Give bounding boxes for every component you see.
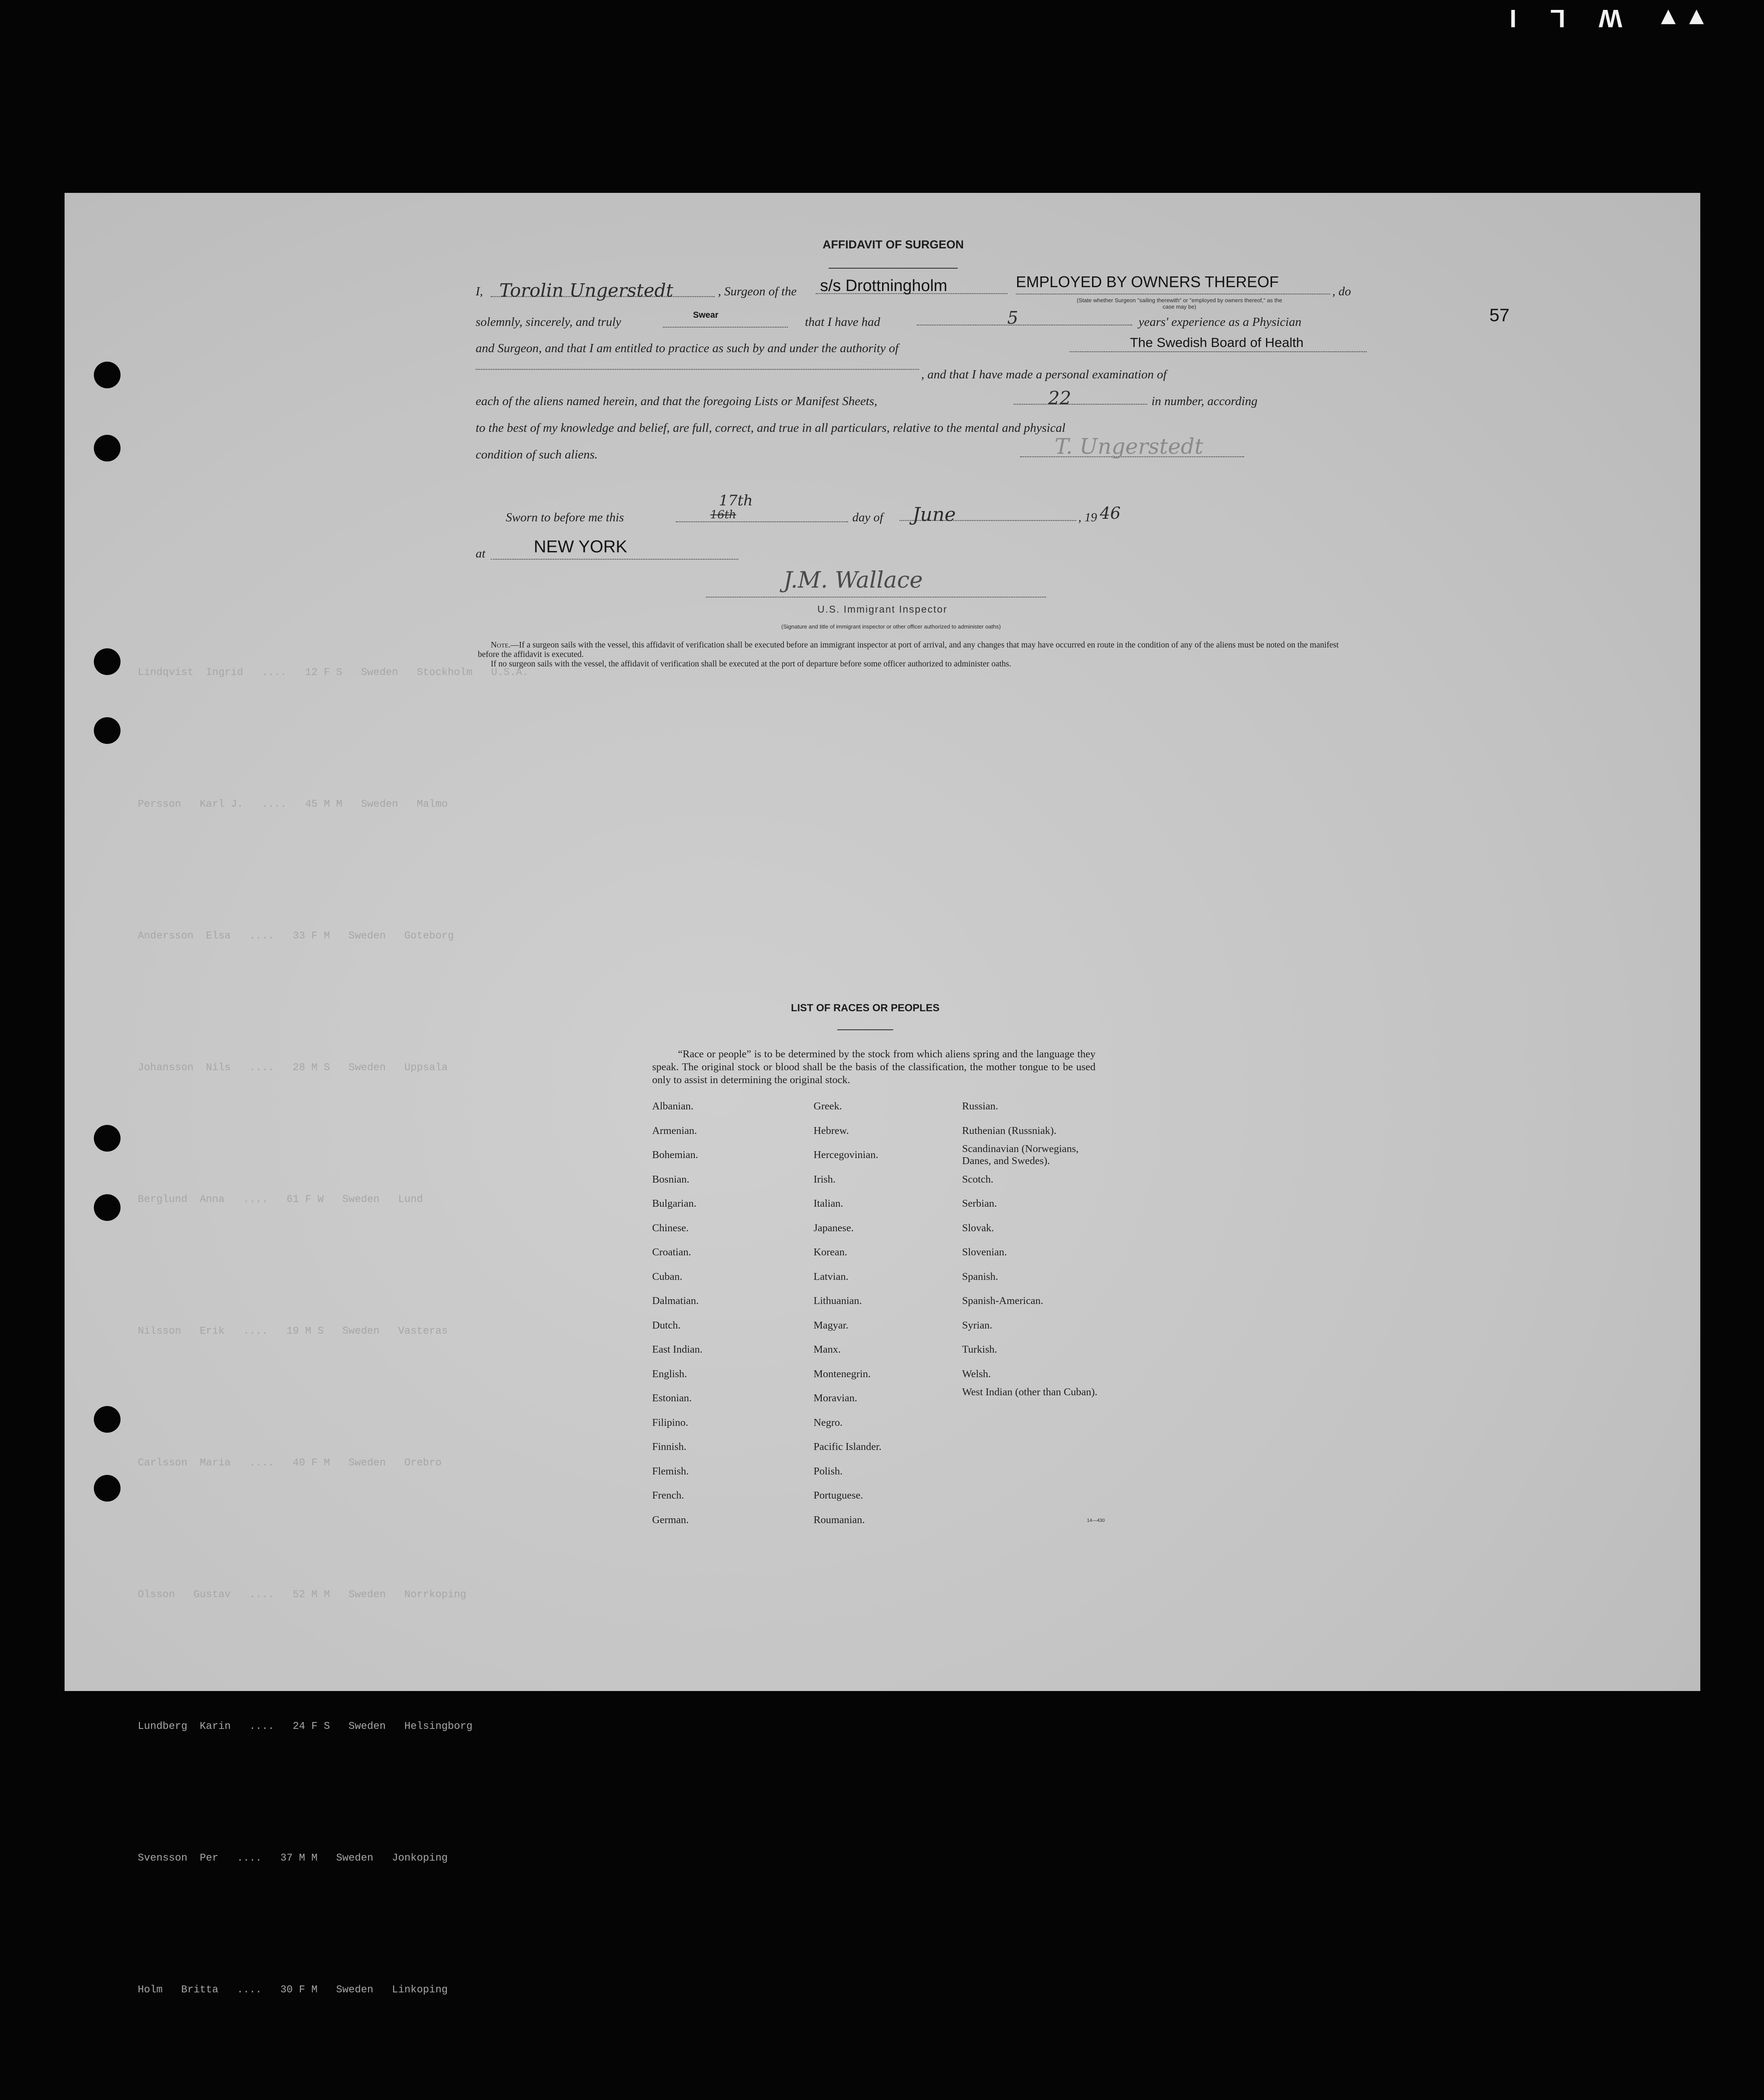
race-item: French. [652,1490,684,1501]
race-item: Bohemian. [652,1149,698,1161]
race-item: Filipino. [652,1416,688,1428]
bleed-row: Carlsson Maria .... 40 F M Sweden Orebro [138,1457,442,1469]
line1-suffix: , do [1332,285,1351,298]
signature-note: (Signature and title of immigrant inspector or other officer authorized to administer oaths) [781,623,1001,630]
punch-hole [94,717,121,744]
races-column-1 [652,1094,794,1532]
races-intro: “Race or people” is to be determined by the stock from which aliens spring and the language they speak. The original stock or blood shall be the basis of the classification, the mother tongue to be used only to assist in determining the original stock. [652,1048,1096,1086]
line2-prefix: solemnly, sincerely, and truly [476,315,622,329]
race-item: Syrian. [962,1319,993,1331]
punch-hole [94,1125,121,1152]
at-label: at [476,547,486,561]
race-item: Italian. [814,1198,843,1209]
sworn-day-field [676,492,848,522]
race-item: Spanish. [962,1270,998,1282]
note-text-1: —If a surgeon sails with the vessel, this affidavit of verification shall be executed before an immigrant inspector at port of arrival, and any changes that may have occurred en route in the condition of any of the aliens must be noted on the manifest before the affidavit is executed. [478,641,1339,659]
race-item: Hercegovinian. [814,1149,879,1161]
race-item: Irish. [814,1173,836,1185]
race-item: Russian. [962,1100,998,1112]
bleed-row: Lundberg Karin .... 24 F S Sweden Helsingborg [138,1721,473,1732]
race-item: Bosnian. [652,1173,690,1185]
authority-name: The Swedish Board of Health [1130,335,1304,350]
authority-continuation-field [476,353,919,370]
races-column-3 [962,1094,1104,1398]
race-item: Slovenian. [962,1246,1007,1258]
note-paragraph-1 [478,641,1356,660]
punch-hole [94,362,121,388]
line1-prefix: I, [476,285,483,298]
punch-hole [94,1406,121,1433]
line3-prefix: and Surgeon, and that I am entitled to practice as such by and under the authority of [476,341,899,355]
race-item: Manx. [814,1344,841,1355]
race-item: Hebrew. [814,1124,849,1137]
inspector-signature-field [706,567,1046,598]
race-item: Armenian. [652,1124,697,1137]
surgeon-signature-field [1020,434,1244,457]
races-title: LIST OF RACES OR PEOPLES [791,1002,940,1014]
manifest-page [65,193,1700,1996]
race-item: Serbian. [962,1198,997,1209]
race-item: Korean. [814,1246,848,1258]
race-item: Scandinavian (Norwegians, Danes, and Swedes). [962,1143,1079,1167]
punch-hole [94,1475,121,1502]
race-item: Portuguese. [814,1490,863,1501]
line5-prefix: each of the aliens named herein, and that the foregoing Lists or Manifest Sheets, [476,394,877,408]
race-item: Polish. [814,1465,843,1477]
sworn-month-field [900,504,1076,526]
punch-hole [94,1194,121,1221]
film-marker: W [1595,4,1623,32]
line4-suffix: , and that I have made a personal examination of [921,368,1167,381]
note-label: Note. [491,641,511,650]
employment-note: (State whether Surgeon "sailing therewith" or "employed by owners thereof," as the case may be) [1077,297,1282,310]
race-item: East Indian. [652,1344,703,1355]
race-item: West Indian (other than Cuban). [962,1386,1098,1398]
race-item: Greek. [814,1100,842,1112]
surgeon-name: Torolin Ungerstedt [499,280,673,301]
races-title-rule [837,1029,893,1030]
bleed-row: Persson Karl J. .... 45 M M Sweden Malmo [138,799,448,810]
inspector-signature: J.M. Wallace [783,567,923,593]
punch-hole [94,435,121,462]
bleed-row: Johansson Nils .... 28 M S Sweden Uppsala [138,1062,448,1074]
races-column-2 [814,1094,956,1532]
race-item: Dalmatian. [652,1295,699,1307]
line2-middle: that I have had [805,315,880,329]
race-item: Moravian. [814,1392,857,1404]
surgeon-name-field [491,280,715,301]
form-number: 14—430 [1087,1518,1105,1523]
vessel-field [816,277,1007,294]
line6: to the best of my knowledge and belief, are full, correct, and true in all particulars, relative to the mental and physical [476,421,1066,435]
race-item: Finnish. [652,1441,687,1453]
race-item: German. [652,1514,689,1526]
race-item: Croatian. [652,1246,691,1258]
page-number: 57 [1489,305,1510,325]
place-field [491,537,738,560]
affidavit-title: AFFIDAVIT OF SURGEON [823,238,964,251]
years-value: 5 [1007,308,1018,328]
race-item: English. [652,1368,687,1380]
race-item: Albanian. [652,1100,693,1112]
race-item: Latvian. [814,1270,848,1282]
sworn-middle: day of [852,511,883,524]
race-item: Cuban. [652,1270,683,1282]
race-item: Magyar. [814,1319,848,1331]
race-item: Scotch. [962,1173,993,1185]
film-marker: ▼▼ [1653,4,1709,32]
sworn-year: 46 [1100,504,1121,523]
sheets-field [1014,387,1147,409]
line1-middle: , Surgeon of the [718,285,797,298]
race-item: Flemish. [652,1465,689,1477]
oath-field [663,310,788,328]
punch-hole [94,648,121,675]
race-item: Dutch. [652,1319,681,1331]
sworn-day: 17th [719,492,753,509]
bleed-row: Holm Britta .... 30 F M Sweden Linkoping [138,1984,448,1996]
film-marker: I [1506,4,1516,32]
line2-suffix: years' experience as a Physician [1139,315,1302,329]
line7: condition of such aliens. [476,448,598,462]
sworn-year-prefix: , 19 [1078,511,1097,524]
film-marker: L [1547,4,1566,32]
film-edge-markers [1506,1,1709,35]
race-item: Negro. [814,1416,843,1428]
race-item: Welsh. [962,1368,991,1380]
inspector-title: U.S. Immigrant Inspector [817,604,948,615]
race-item: Estonian. [652,1392,692,1404]
note-text-2: If no surgeon sails with the vessel, the affidavit of verification shall be executed at the port of departure before some officer authorized to administer oaths. [491,660,1012,669]
sheets-count: 22 [1048,387,1071,409]
sworn-month: June [913,504,956,526]
race-item: Spanish-American. [962,1295,1043,1307]
race-item: Japanese. [814,1222,854,1234]
race-item: Slovak. [962,1222,994,1234]
line5-suffix: in number, according [1151,394,1258,408]
bleed-through-text [138,563,528,2100]
bleed-row: Berglund Anna .... 61 F W Sweden Lund [138,1194,423,1205]
bleed-row: Nilsson Erik .... 19 M S Sweden Vasteras [138,1326,448,1337]
race-item: Montenegrin. [814,1368,871,1380]
sworn-prefix: Sworn to before me this [506,511,624,524]
bleed-row: Svensson Per .... 37 M M Sweden Jonkoping [138,1852,448,1864]
race-item: Roumanian. [814,1514,865,1526]
years-field [917,308,1132,328]
bleed-row: Andersson Elsa .... 33 F M Sweden Goteborg [138,930,454,942]
race-item: Ruthenian (Russniak). [962,1124,1057,1137]
authority-field [1070,335,1367,352]
race-item: Pacific Islander. [814,1441,882,1453]
sworn-day-struck: 16th [710,508,737,521]
race-item: Lithuanian. [814,1295,862,1307]
race-item: Bulgarian. [652,1198,696,1209]
oath-word: Swear [693,310,718,320]
bleed-row: Lindqvist Ingrid .... 12 F S Sweden Stockholm U.S.A. [138,667,529,678]
race-item: Chinese. [652,1222,689,1234]
place-name: NEW YORK [534,537,628,556]
race-item: Turkish. [962,1344,997,1355]
bleed-row: Olsson Gustav .... 52 M M Sweden Norrkoping [138,1589,467,1601]
vessel-name: s/s Drottningholm [820,277,947,295]
title-rule [829,268,958,269]
surgeon-signature: T. Ungerstedt [1055,434,1204,459]
employment-status: EMPLOYED BY OWNERS THEREOF [1016,273,1279,291]
